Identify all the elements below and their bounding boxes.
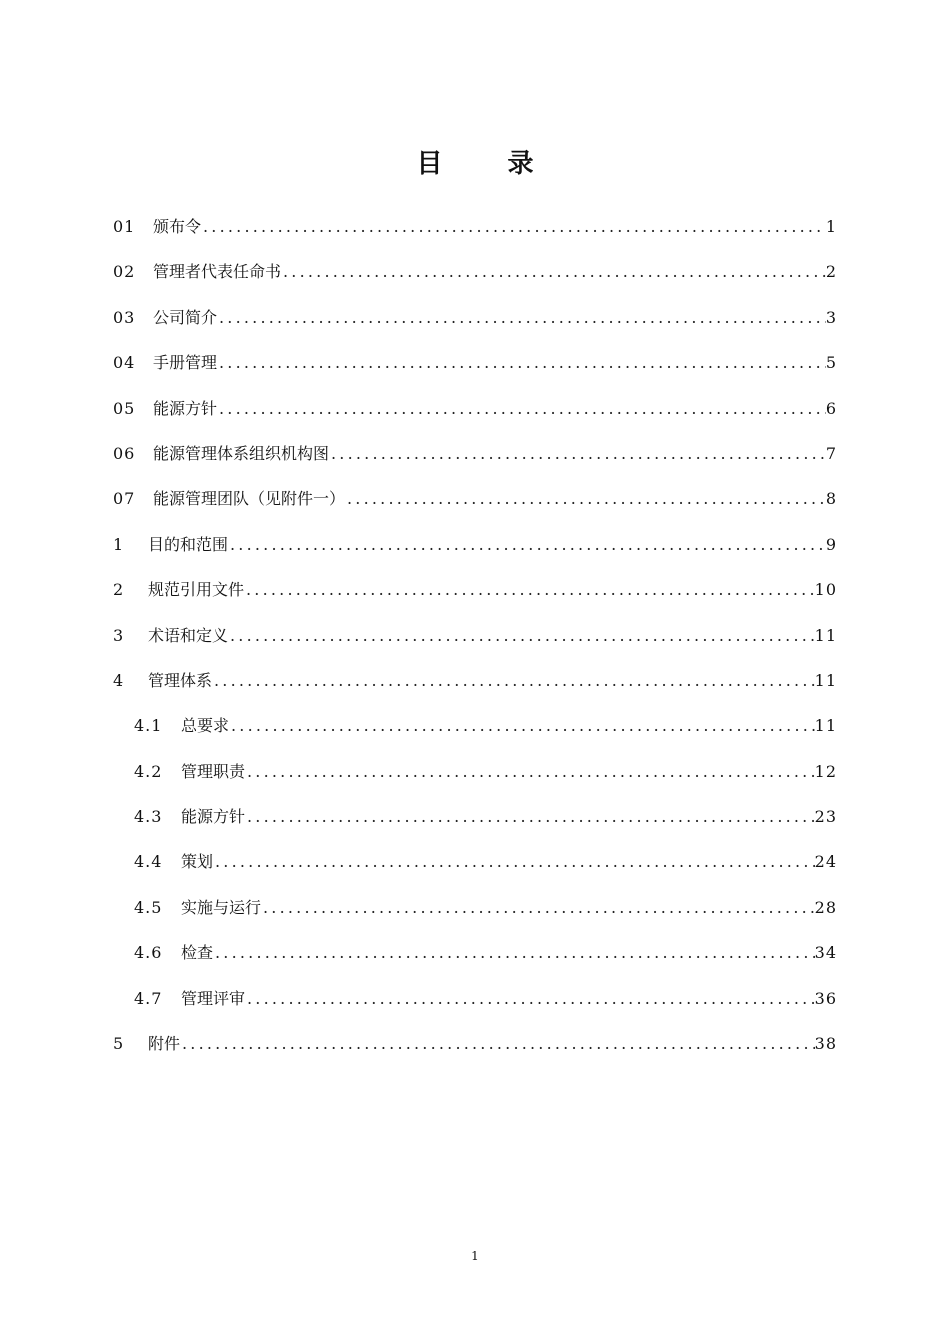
toc-entry-page: 38 — [814, 1034, 837, 1054]
toc-entry[interactable] — [113, 340, 837, 385]
toc-entry-number: 4.2 — [134, 761, 163, 781]
toc-entry-label: 能源管理体系组织机构图 — [153, 443, 330, 463]
toc-entry-label: 实施与运行 — [181, 897, 262, 917]
toc-entry-number: 4.7 — [134, 988, 163, 1008]
toc-entry[interactable] — [113, 476, 837, 521]
toc-subentry[interactable] — [113, 885, 837, 930]
toc-entry-label: 规范引用文件 — [148, 580, 245, 600]
toc-entry-page: 34 — [814, 943, 837, 963]
toc-entry-number: 3 — [113, 625, 125, 645]
toc-entry-page: 9 — [825, 534, 837, 554]
toc-entry-page: 36 — [814, 988, 837, 1008]
toc-entry[interactable] — [113, 204, 837, 249]
toc-subentry[interactable] — [113, 703, 837, 748]
toc-entry[interactable] — [113, 613, 837, 658]
toc-entry-page: 2 — [825, 262, 837, 282]
toc-subentry[interactable] — [113, 749, 837, 794]
toc-leader-dots — [244, 567, 815, 612]
toc-entry-page: 24 — [814, 852, 837, 872]
toc-entry-number: 4.5 — [134, 897, 163, 917]
toc-entry[interactable] — [113, 295, 837, 340]
toc-entry-label: 能源方针 — [153, 398, 218, 418]
toc-leader-dots — [217, 340, 826, 385]
toc-entry-number: 4.4 — [134, 852, 163, 872]
toc-leader-dots — [281, 249, 826, 294]
toc-entry-label: 附件 — [148, 1034, 181, 1054]
toc-entry-number: 2 — [113, 580, 125, 600]
table-of-contents — [113, 204, 837, 1066]
toc-entry-number: 5 — [113, 1034, 125, 1054]
toc-leader-dots — [261, 885, 815, 930]
toc-leader-dots — [245, 749, 815, 794]
toc-entry-number: 03 — [113, 307, 136, 327]
toc-leader-dots — [245, 976, 815, 1021]
toc-entry-label: 管理体系 — [148, 670, 213, 690]
toc-entry-page: 10 — [814, 580, 837, 600]
toc-subentry[interactable] — [113, 839, 837, 884]
toc-entry-label: 管理评审 — [181, 988, 246, 1008]
toc-leader-dots — [245, 794, 815, 839]
toc-entry-number: 1 — [113, 534, 125, 554]
toc-entry-page: 5 — [825, 353, 837, 373]
toc-leader-dots — [217, 295, 826, 340]
toc-entry-label: 管理者代表任命书 — [153, 262, 282, 282]
toc-entry-label: 手册管理 — [153, 353, 218, 373]
toc-entry-page: 7 — [825, 443, 837, 463]
toc-subentry[interactable] — [113, 976, 837, 1021]
toc-entry-number: 4.1 — [134, 716, 163, 736]
toc-entry-page: 3 — [825, 307, 837, 327]
toc-entry-label: 能源方针 — [181, 807, 246, 827]
toc-entry-label: 颁布令 — [153, 217, 202, 236]
toc-entry-label: 能源管理团队（见附件一） — [153, 489, 346, 509]
toc-entry[interactable] — [113, 1021, 837, 1066]
toc-entry-label: 目的和范围 — [148, 534, 229, 554]
toc-leader-dots — [228, 522, 826, 567]
toc-leader-dots — [201, 204, 826, 249]
toc-entry-page: 11 — [814, 716, 837, 736]
toc-leader-dots — [345, 476, 826, 521]
toc-entry-page: 23 — [814, 807, 837, 827]
toc-entry-number: 06 — [113, 443, 136, 463]
toc-entry[interactable] — [113, 431, 837, 476]
toc-entry-label: 策划 — [181, 852, 214, 872]
toc-subentry[interactable] — [113, 794, 837, 839]
toc-leader-dots — [228, 613, 815, 658]
toc-entry-number: 05 — [113, 398, 136, 418]
toc-entry[interactable] — [113, 386, 837, 431]
toc-entry-label: 总要求 — [181, 716, 230, 736]
toc-entry-page: 1 — [825, 217, 837, 236]
toc-entry-label: 检查 — [181, 943, 214, 963]
toc-entry[interactable] — [113, 567, 837, 612]
toc-entry-page: 8 — [825, 489, 837, 509]
page-number: 1 — [471, 1249, 479, 1263]
toc-entry-number: 02 — [113, 262, 136, 282]
toc-leader-dots — [213, 930, 815, 975]
toc-entry-number: 4.3 — [134, 807, 163, 827]
toc-entry[interactable] — [113, 658, 837, 703]
toc-entry[interactable] — [113, 249, 837, 294]
toc-entry-number: 4 — [113, 670, 125, 690]
toc-leader-dots — [229, 703, 815, 748]
toc-leader-dots — [180, 1021, 815, 1066]
toc-entry-label: 管理职责 — [181, 761, 246, 781]
page-title: 目 录 — [416, 149, 562, 179]
toc-entry-label: 术语和定义 — [148, 625, 229, 645]
toc-subentry[interactable] — [113, 930, 837, 975]
toc-leader-dots — [212, 658, 815, 703]
toc-entry-page: 28 — [814, 897, 837, 917]
toc-entry-page: 12 — [814, 761, 837, 781]
toc-entry-number: 04 — [113, 353, 136, 373]
toc-entry-number: 07 — [113, 489, 136, 509]
toc-entry-page: 6 — [825, 398, 837, 418]
toc-leader-dots — [213, 839, 815, 884]
toc-entry[interactable] — [113, 522, 837, 567]
toc-entry-page: 11 — [814, 670, 837, 690]
toc-entry-label: 公司简介 — [153, 307, 218, 327]
toc-entry-number: 4.6 — [134, 943, 163, 963]
toc-entry-number: 01 — [113, 217, 136, 236]
toc-leader-dots — [217, 386, 826, 431]
toc-entry-page: 11 — [814, 625, 837, 645]
toc-leader-dots — [329, 431, 826, 476]
